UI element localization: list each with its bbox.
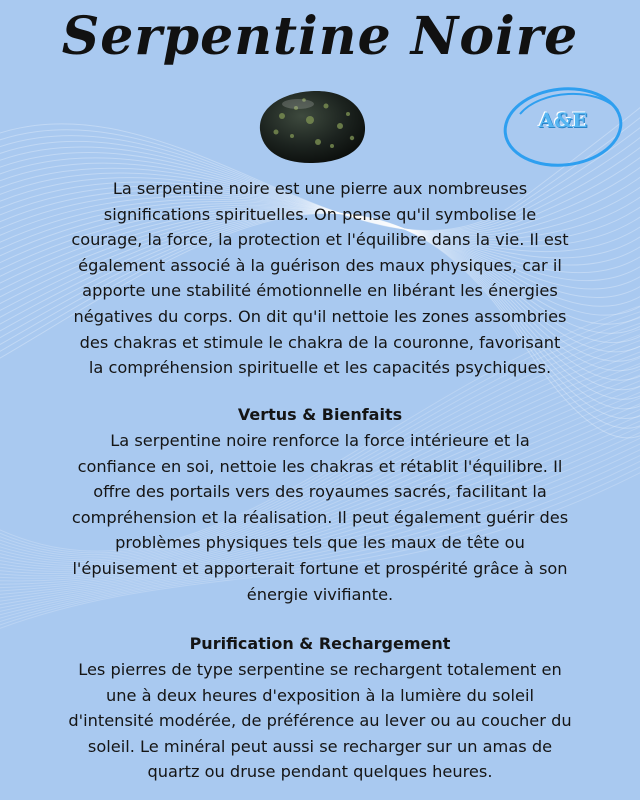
text-line: soleil. Le minéral peut aussi se recharger sur un amas de [87,736,553,756]
text-line: problèmes physiques tels que les maux de tête ou [115,533,525,553]
logo-text: A&E [538,108,588,132]
text-line: Les pierres de type serpentine se rechargent totalement en [78,660,562,679]
vertus-paragraph [12,428,628,607]
page-title: Serpentine Noire [61,6,579,67]
text-line: énergie vivifiante. [246,584,394,604]
text-line: l'épuisement et apporterait fortune et prospérité grâce à son [72,558,568,578]
text-line: des chakras et stimule le chakra de la couronne, favorisant [79,332,561,352]
text-line: d'intensité modérée, de préférence au lever ou au coucher du [68,711,572,731]
text-line: compréhension et la réalisation. Il peut également guérir des [71,507,569,527]
text-line: confiance en soi, nettoie les chakras et rétablit l'équilibre. Il [77,456,563,476]
text-line: également associé à la guérison des maux physiques, car il [78,255,562,275]
purification-paragraph [12,657,628,785]
purification-heading: Purification & Rechargement [189,634,451,653]
text-line: une à deux heures d'exposition à la lumière du soleil [106,685,534,705]
text-line: offre des portails vers des royaumes sacrés, facilitant la [93,482,547,502]
text-line: La serpentine noire est une pierre aux nombreuses [112,179,528,198]
text-line: courage, la force, la protection et l'équilibre dans la vie. Il est [71,230,569,250]
stone-icon [252,86,370,166]
vertus-heading: Vertus & Bienfaits [237,405,403,424]
intro-paragraph [12,176,628,381]
text-line: la compréhension spirituelle et les capacités psychiques. [88,358,552,378]
text-line: négatives du corps. On dit qu'il nettoie les zones assombries [73,306,567,326]
text-line: apporte une stabilité émotionnelle en libérant les énergies [82,281,558,301]
text-line: significations spirituelles. On pense qu'il symbolise le [103,204,537,224]
text-line: quartz ou druse pendant quelques heures. [147,762,493,782]
text-line: La serpentine noire renforce la force intérieure et la [110,431,530,450]
